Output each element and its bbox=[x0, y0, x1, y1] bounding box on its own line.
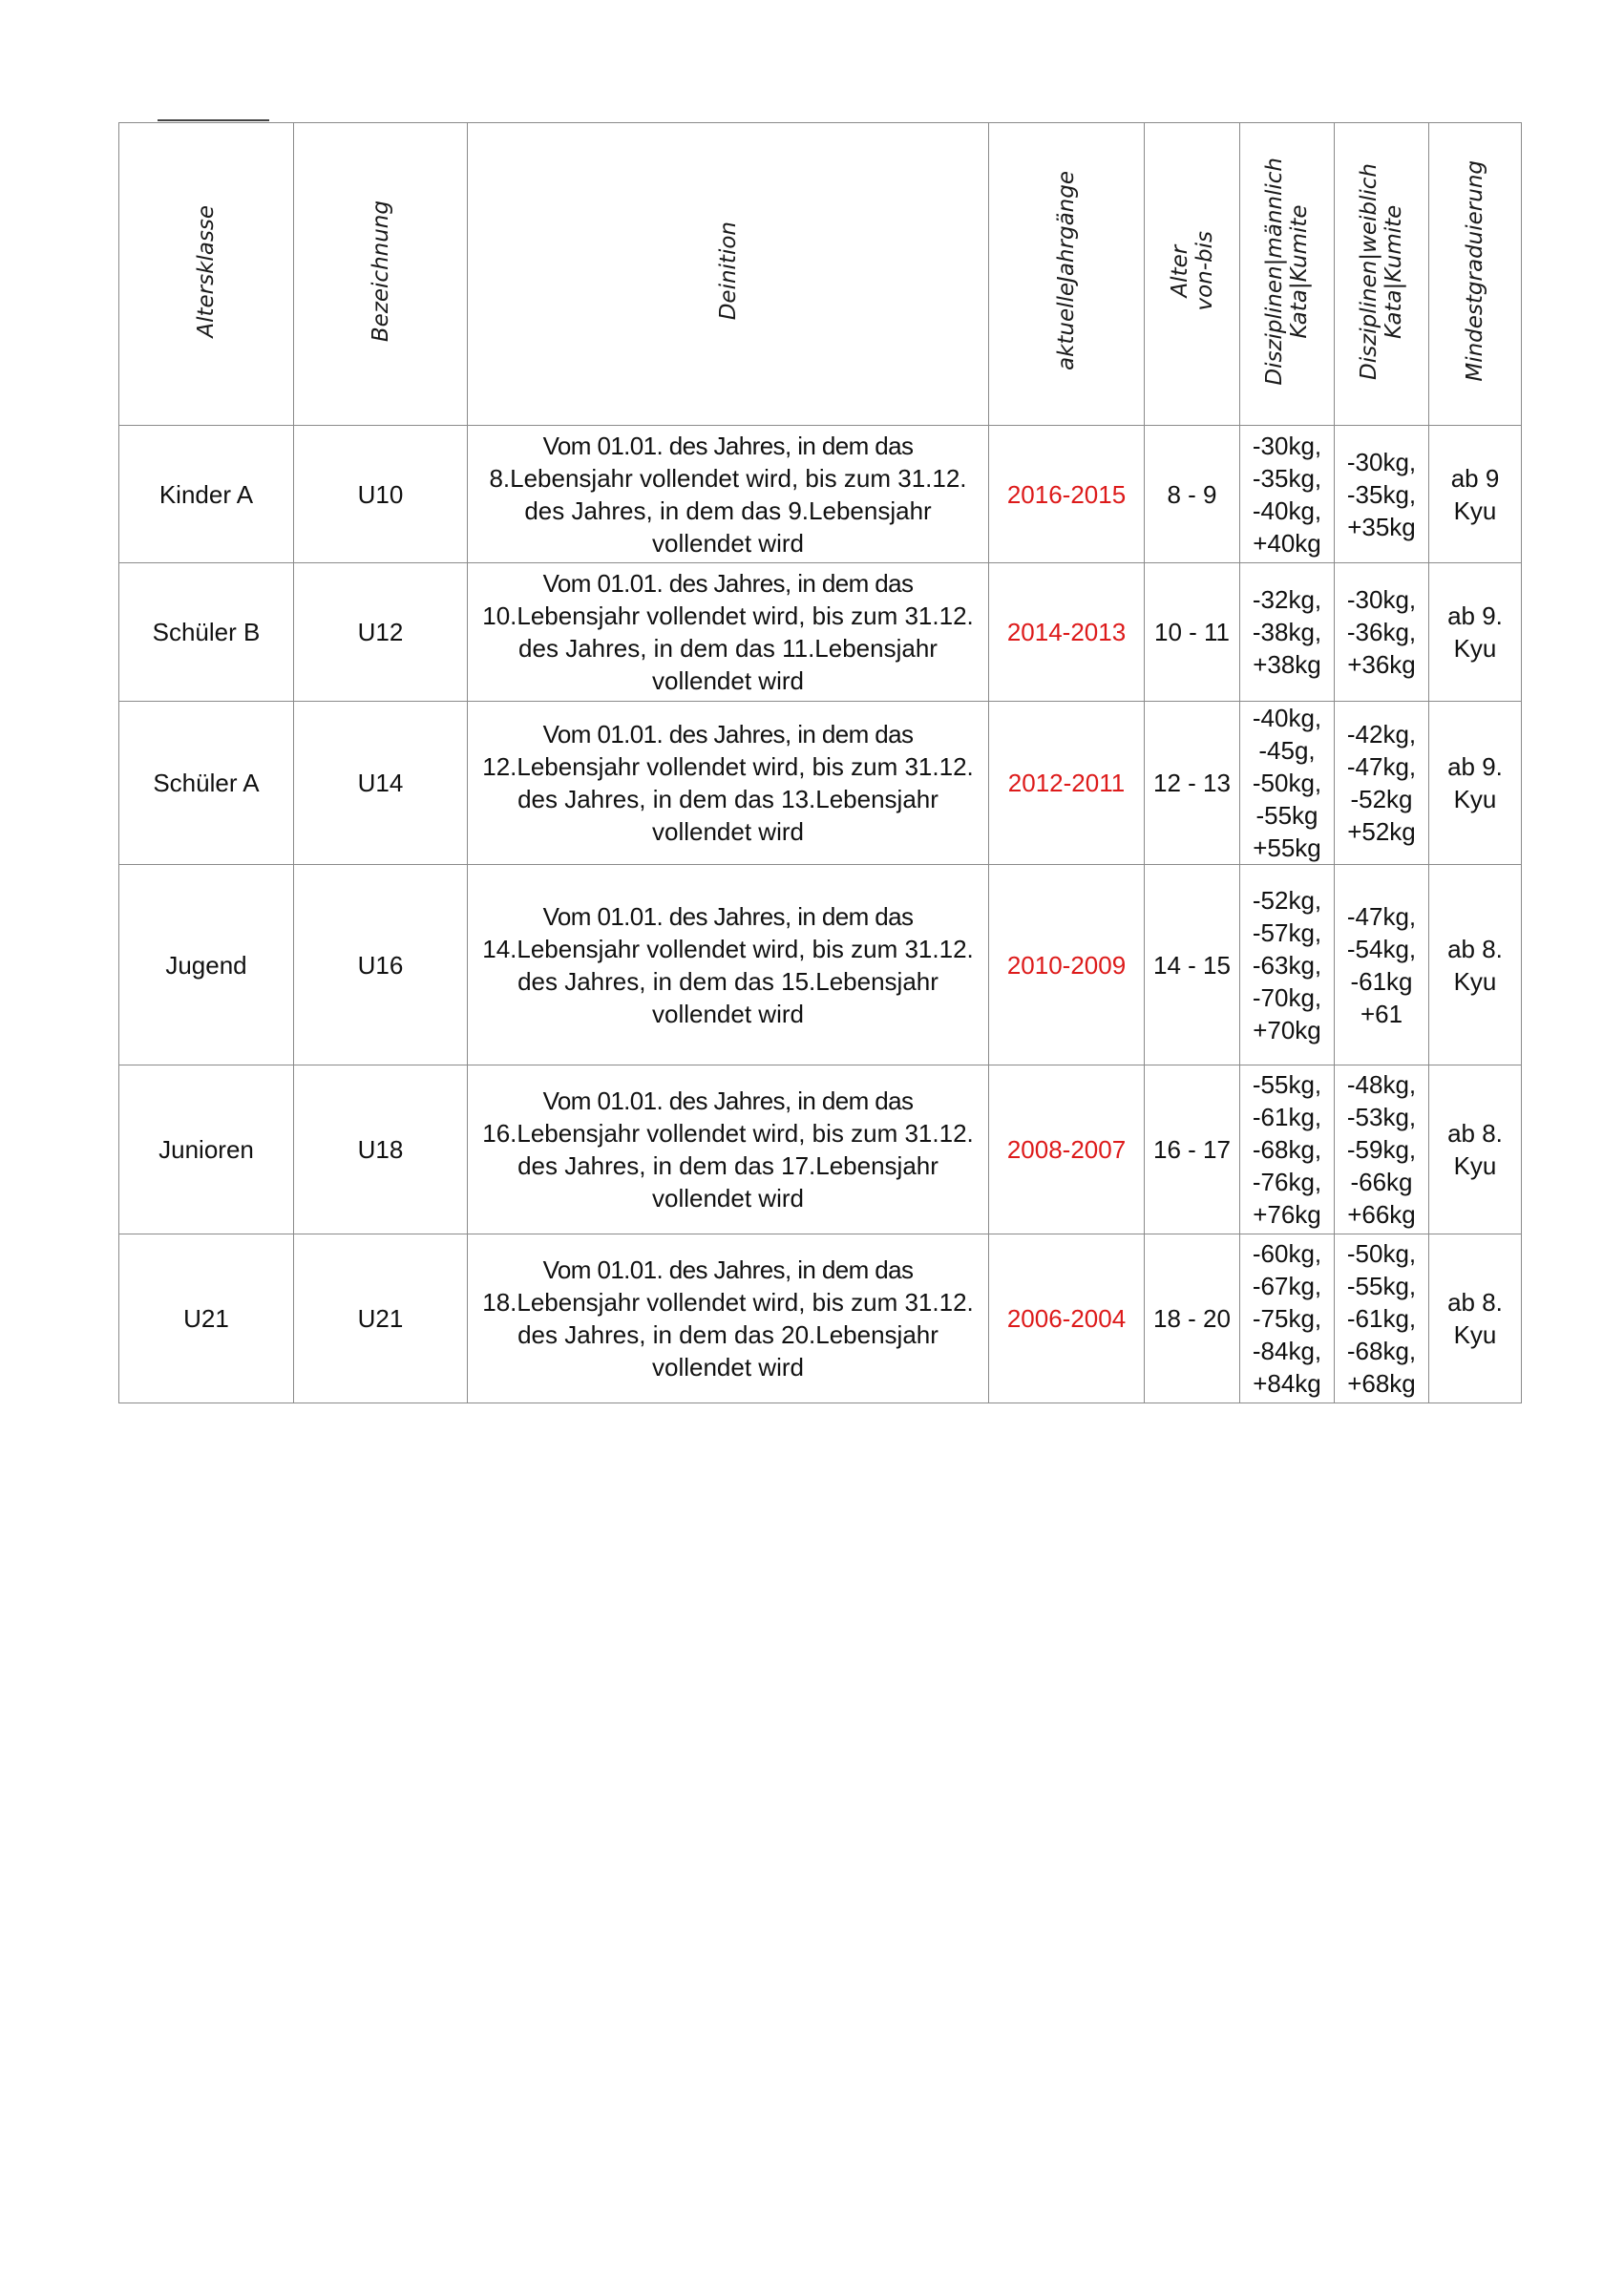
header-definition: Deinition bbox=[468, 123, 989, 426]
cell-weiblich: -50kg, -55kg, -61kg, -68kg, +68kg bbox=[1335, 1234, 1429, 1403]
header-row bbox=[119, 123, 1522, 426]
cell-graduierung: ab 9. Kyu bbox=[1429, 563, 1522, 702]
cell-weiblich: -30kg, -35kg, +35kg bbox=[1335, 426, 1429, 563]
cell-definition: Vom 01.01. des Jahres, in dem das 16.Lebensjahr vollendet wird, bis zum 31.12. des Jahres, in dem das 17.Lebensjahr vollendet wird bbox=[468, 1065, 989, 1234]
table-row bbox=[119, 1065, 1522, 1234]
cell-maennlich: -30kg, -35kg, -40kg, +40kg bbox=[1240, 426, 1335, 563]
cell-maennlich: -52kg, -57kg, -63kg, -70kg, +70kg bbox=[1240, 865, 1335, 1065]
header-mindestgraduierung: Mindestgraduierung bbox=[1429, 123, 1522, 426]
cell-bezeichnung: U14 bbox=[294, 702, 468, 865]
header-alter: Alter von-bis bbox=[1145, 123, 1240, 426]
table-row bbox=[119, 1234, 1522, 1403]
cell-definition: Vom 01.01. des Jahres, in dem das 10.Lebensjahr vollendet wird, bis zum 31.12. des Jahres, in dem das 11.Lebensjahr vollendet wird bbox=[468, 563, 989, 702]
cell-bezeichnung: U12 bbox=[294, 563, 468, 702]
cell-bezeichnung: U16 bbox=[294, 865, 468, 1065]
cell-graduierung: ab 9. Kyu bbox=[1429, 702, 1522, 865]
cell-alter: 12 - 13 bbox=[1145, 702, 1240, 865]
cell-graduierung: ab 9 Kyu bbox=[1429, 426, 1522, 563]
cell-alter: 16 - 17 bbox=[1145, 1065, 1240, 1234]
cell-weiblich: -42kg, -47kg, -52kg +52kg bbox=[1335, 702, 1429, 865]
cell-jahrgaenge: 2012-2011 bbox=[989, 702, 1145, 865]
cell-maennlich: -55kg, -61kg, -68kg, -76kg, +76kg bbox=[1240, 1065, 1335, 1234]
table-row bbox=[119, 563, 1522, 702]
cell-bezeichnung: U18 bbox=[294, 1065, 468, 1234]
cell-jahrgaenge: 2010-2009 bbox=[989, 865, 1145, 1065]
age-class-table bbox=[118, 122, 1522, 1403]
cell-graduierung: ab 8. Kyu bbox=[1429, 1234, 1522, 1403]
cell-definition: Vom 01.01. des Jahres, in dem das 18.Lebensjahr vollendet wird, bis zum 31.12. des Jahres, in dem das 20.Lebensjahr vollendet wird bbox=[468, 1234, 989, 1403]
cell-graduierung: ab 8. Kyu bbox=[1429, 865, 1522, 1065]
cell-maennlich: -60kg, -67kg, -75kg, -84kg, +84kg bbox=[1240, 1234, 1335, 1403]
cell-jahrgaenge: 2016-2015 bbox=[989, 426, 1145, 563]
table-row bbox=[119, 702, 1522, 865]
table-row bbox=[119, 426, 1522, 563]
cell-alter: 18 - 20 bbox=[1145, 1234, 1240, 1403]
cell-definition: Vom 01.01. des Jahres, in dem das 8.Lebensjahr vollendet wird, bis zum 31.12. des Jahres, in dem das 9.Lebensjahr vollendet wird bbox=[468, 426, 989, 563]
header-jahrgaenge: aktuelleJahrgänge bbox=[989, 123, 1145, 426]
cell-definition: Vom 01.01. des Jahres, in dem das 14.Lebensjahr vollendet wird, bis zum 31.12. des Jahres, in dem das 15.Lebensjahr vollendet wird bbox=[468, 865, 989, 1065]
cell-weiblich: -47kg, -54kg, -61kg +61 bbox=[1335, 865, 1429, 1065]
cell-altersklasse: Schüler A bbox=[119, 702, 294, 865]
cell-alter: 8 - 9 bbox=[1145, 426, 1240, 563]
header-altersklasse: Altersklasse bbox=[119, 123, 294, 426]
cell-jahrgaenge: 2006-2004 bbox=[989, 1234, 1145, 1403]
table-row bbox=[119, 865, 1522, 1065]
cell-maennlich: -32kg, -38kg, +38kg bbox=[1240, 563, 1335, 702]
cell-graduierung: ab 8. Kyu bbox=[1429, 1065, 1522, 1234]
cell-alter: 10 - 11 bbox=[1145, 563, 1240, 702]
cell-jahrgaenge: 2008-2007 bbox=[989, 1065, 1145, 1234]
cell-weiblich: -30kg, -36kg, +36kg bbox=[1335, 563, 1429, 702]
cell-bezeichnung: U10 bbox=[294, 426, 468, 563]
cell-definition: Vom 01.01. des Jahres, in dem das 12.Lebensjahr vollendet wird, bis zum 31.12. des Jahres, in dem das 13.Lebensjahr vollendet wird bbox=[468, 702, 989, 865]
cell-alter: 14 - 15 bbox=[1145, 865, 1240, 1065]
cell-weiblich: -48kg, -53kg, -59kg, -66kg +66kg bbox=[1335, 1065, 1429, 1234]
header-disziplinen-maennlich: Disziplinen|männlich Kata|Kumite bbox=[1240, 123, 1335, 426]
cell-jahrgaenge: 2014-2013 bbox=[989, 563, 1145, 702]
header-bezeichnung: Bezeichnung bbox=[294, 123, 468, 426]
cell-maennlich: -40kg, -45g, -50kg, -55kg +55kg bbox=[1240, 702, 1335, 865]
header-disziplinen-weiblich: Disziplinen|weiblich Kata|Kumite bbox=[1335, 123, 1429, 426]
cell-altersklasse: Kinder A bbox=[119, 426, 294, 563]
cell-bezeichnung: U21 bbox=[294, 1234, 468, 1403]
cell-altersklasse: Jugend bbox=[119, 865, 294, 1065]
cell-altersklasse: U21 bbox=[119, 1234, 294, 1403]
header-rule bbox=[158, 119, 269, 121]
cell-altersklasse: Junioren bbox=[119, 1065, 294, 1234]
cell-altersklasse: Schüler B bbox=[119, 563, 294, 702]
